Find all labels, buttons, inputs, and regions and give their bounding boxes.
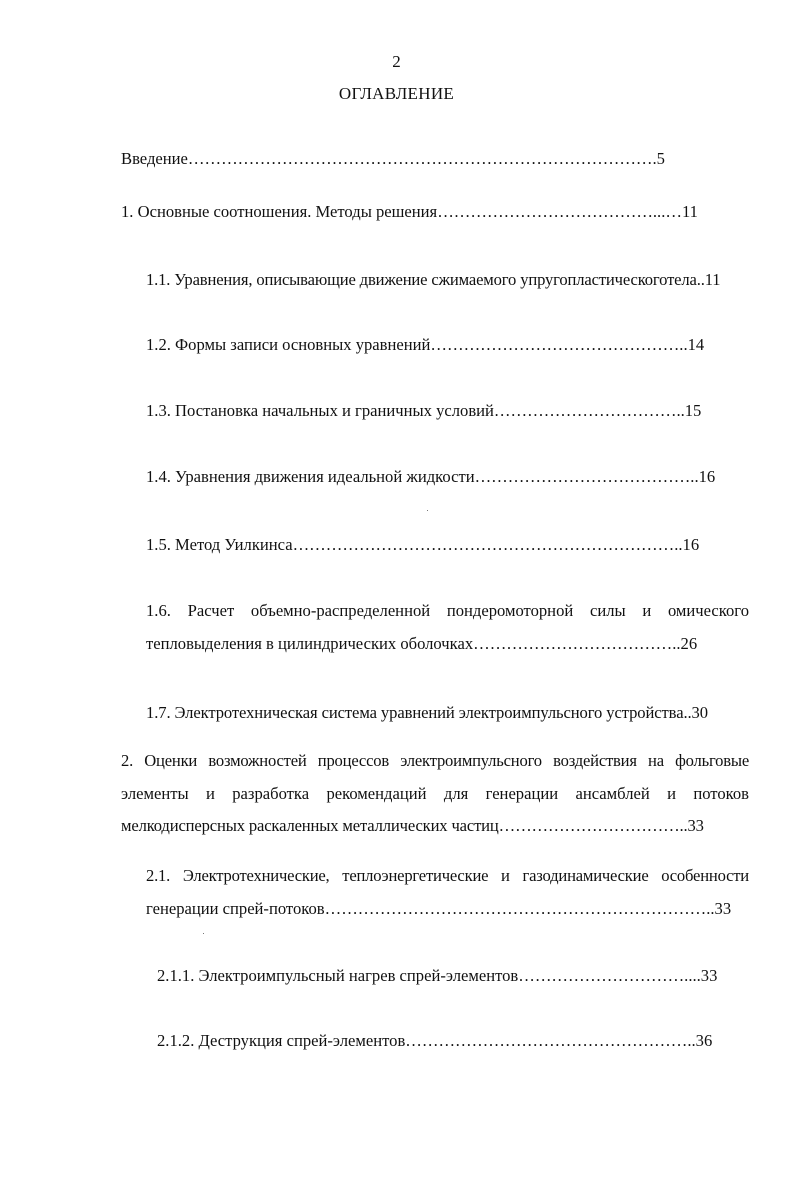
toc-entry-text: 2.1.1. Электроимпульсный нагрев спрей-элементов…………………………....33: [157, 966, 718, 985]
toc-entry-1-1[interactable]: [146, 270, 751, 290]
toc-entry-text: мелкодисперсных раскаленных металлических частиц……………………………..33: [121, 816, 704, 835]
scan-speck: [427, 510, 428, 511]
toc-entry-text: генерации спрей-потоков……………………………………………………………..33: [146, 899, 732, 918]
toc-entry-1-4[interactable]: [146, 467, 751, 487]
toc-entry-1-6-line-1[interactable]: [146, 601, 749, 621]
toc-entry-introduction[interactable]: [121, 149, 741, 169]
toc-entry-chapter-1[interactable]: [121, 202, 751, 222]
toc-entry-1-3[interactable]: [146, 401, 751, 421]
toc-entry-text: Введение………………………………………………………………………….5: [121, 149, 665, 168]
toc-entry-text: 2.1.2. Деструкция спрей-элементов……………………………………………..36: [157, 1031, 713, 1050]
toc-entry-text: элементы и разработка рекомендаций для генерации ансамблей и потоков: [121, 784, 749, 803]
toc-entry-chapter-2-line-1[interactable]: [121, 751, 749, 771]
toc-entry-text: 1.7. Электротехническая система уравнений электроимпульсного устройства..30: [146, 703, 708, 722]
toc-entry-2-1-1[interactable]: [157, 966, 751, 986]
toc-heading-wrapper: [0, 84, 793, 104]
scan-speck: [203, 933, 204, 934]
toc-entry-1-6-line-2[interactable]: [146, 634, 751, 654]
toc-entry-2-1-line-2[interactable]: [146, 899, 751, 919]
toc-entry-2-1-2[interactable]: [157, 1031, 751, 1051]
toc-entry-1-5[interactable]: [146, 535, 751, 555]
toc-entry-text: 1.4. Уравнения движения идеальной жидкости…………………………………..16: [146, 467, 716, 486]
toc-entry-text: 2.1. Электротехнические, теплоэнергетические и газодинамические особенности: [146, 866, 749, 885]
toc-entry-text: 1. Основные соотношения. Методы решения…………………………………...…11: [121, 202, 698, 221]
toc-entry-text: 1.1. Уравнения, описывающие движение сжимаемого упругопластическоготела..11: [146, 270, 721, 289]
toc-entry-text: 1.6. Расчет объемно-распределенной пондеромоторной силы и омического: [146, 601, 749, 620]
toc-entry-2-1-line-1[interactable]: [146, 866, 749, 886]
page-number: 2: [392, 52, 401, 71]
toc-entry-text: 1.3. Постановка начальных и граничных условий……………………………..15: [146, 401, 702, 420]
toc-heading: ОГЛАВЛЕНИЕ: [338, 84, 455, 103]
toc-entry-text: 1.2. Формы записи основных уравнений………………………………………..14: [146, 335, 705, 354]
toc-entry-1-2[interactable]: [146, 335, 751, 355]
toc-entry-chapter-2-line-2[interactable]: [121, 784, 749, 804]
toc-entry-1-7[interactable]: [146, 703, 751, 723]
toc-entry-text: 1.5. Метод Уилкинса……………………………………………………………..16: [146, 535, 700, 554]
toc-entry-chapter-2-line-3[interactable]: [121, 816, 751, 836]
toc-entry-text: 2. Оценки возможностей процессов электроимпульсного воздействия на фольговые: [121, 751, 749, 770]
toc-entry-text: тепловыделения в цилиндрических оболочках………………………………..26: [146, 634, 698, 653]
